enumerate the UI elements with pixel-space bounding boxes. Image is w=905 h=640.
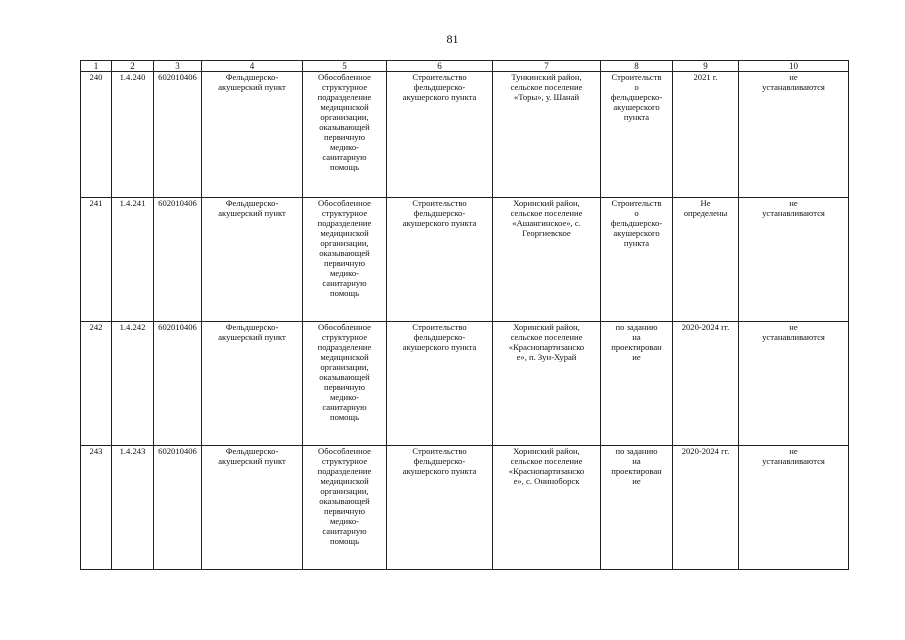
zones-cell: не устанавливаются — [739, 322, 849, 446]
column-header-1: 1 — [81, 61, 112, 72]
location-cell: Тункинский район, сельское поселение «Торы», у. Шанай — [493, 72, 601, 198]
object-name-cell: Фельдшерско- акушерский пункт — [202, 72, 303, 198]
object-name-cell: Фельдшерско- акушерский пункт — [202, 446, 303, 570]
column-header-5: 5 — [303, 61, 387, 72]
work-type-cell: Строительство фельдшерско- акушерского пункта — [387, 446, 493, 570]
row-number-cell: 241 — [81, 198, 112, 322]
characteristic-cell: Строительств о фельдшерско- акушерского пункта — [601, 198, 673, 322]
purpose-cell: Обособленное структурное подразделение медицинской организации, оказывающей первичную медико- санитарную помощь — [303, 322, 387, 446]
zones-cell: не устанавливаются — [739, 72, 849, 198]
code-cell: 1.4.240 — [112, 72, 154, 198]
object-name-cell: Фельдшерско- акушерский пункт — [202, 198, 303, 322]
classifier-cell: 602010406 — [154, 446, 202, 570]
work-type-cell: Строительство фельдшерско- акушерского пункта — [387, 198, 493, 322]
location-cell: Хоринский район, сельское поселение «Ашангинское», с. Георгиевское — [493, 198, 601, 322]
characteristic-cell: по заданию на проектирован ие — [601, 322, 673, 446]
code-cell: 1.4.243 — [112, 446, 154, 570]
characteristic-cell: Строительств о фельдшерско- акушерского пункта — [601, 72, 673, 198]
column-header-9: 9 — [673, 61, 739, 72]
column-header-2: 2 — [112, 61, 154, 72]
location-cell: Хоринский район, сельское поселение «Краснопартизанско е», с. Ониноборск — [493, 446, 601, 570]
classifier-cell: 602010406 — [154, 72, 202, 198]
classifier-cell: 602010406 — [154, 322, 202, 446]
work-type-cell: Строительство фельдшерско- акушерского пункта — [387, 322, 493, 446]
work-type-cell: Строительство фельдшерско- акушерского пункта — [387, 72, 493, 198]
column-header-7: 7 — [493, 61, 601, 72]
location-cell: Хоринский район, сельское поселение «Краснопартизанско е», п. Зун-Хурай — [493, 322, 601, 446]
classifier-cell: 602010406 — [154, 198, 202, 322]
page-number: 81 — [446, 32, 459, 46]
table-row — [81, 198, 849, 322]
column-header-8: 8 — [601, 61, 673, 72]
row-number-cell: 243 — [81, 446, 112, 570]
header-row — [81, 61, 849, 72]
row-number-cell: 242 — [81, 322, 112, 446]
objects-table — [80, 60, 849, 570]
row-number-cell: 240 — [81, 72, 112, 198]
purpose-cell: Обособленное структурное подразделение медицинской организации, оказывающей первичную медико- санитарную помощь — [303, 446, 387, 570]
term-cell: 2021 г. — [673, 72, 739, 198]
column-header-10: 10 — [739, 61, 849, 72]
object-name-cell: Фельдшерско- акушерский пункт — [202, 322, 303, 446]
purpose-cell: Обособленное структурное подразделение медицинской организации, оказывающей первичную медико- санитарную помощь — [303, 198, 387, 322]
zones-cell: не устанавливаются — [739, 446, 849, 570]
code-cell: 1.4.242 — [112, 322, 154, 446]
zones-cell: не устанавливаются — [739, 198, 849, 322]
term-cell: Не определены — [673, 198, 739, 322]
purpose-cell: Обособленное структурное подразделение медицинской организации, оказывающей первичную медико- санитарную помощь — [303, 72, 387, 198]
column-header-4: 4 — [202, 61, 303, 72]
column-header-3: 3 — [154, 61, 202, 72]
table-row — [81, 322, 849, 446]
table-row — [81, 446, 849, 570]
term-cell: 2020-2024 гг. — [673, 446, 739, 570]
term-cell: 2020-2024 гг. — [673, 322, 739, 446]
column-header-6: 6 — [387, 61, 493, 72]
table-row — [81, 72, 849, 198]
characteristic-cell: по заданию на проектирован ие — [601, 446, 673, 570]
code-cell: 1.4.241 — [112, 198, 154, 322]
